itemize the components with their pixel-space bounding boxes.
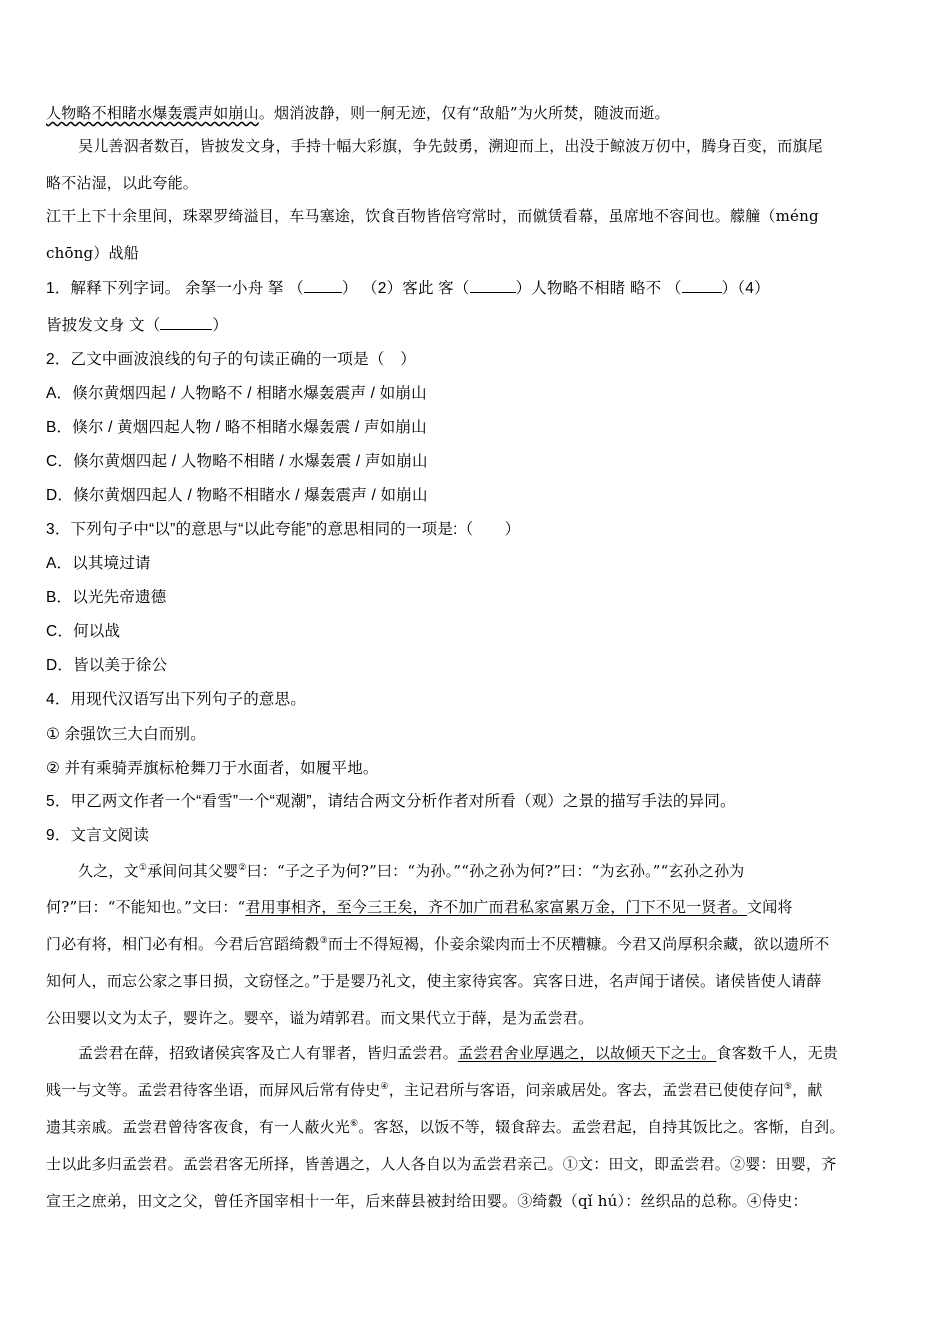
underlined-sentence: 孟尝君舍业厚遇之，以故倾天下之士。	[458, 1044, 717, 1062]
question-2-stem: 2．乙文中画波浪线的句子的句读正确的一项是（ ）	[46, 351, 416, 368]
question-4-sentence-2: ② 并有乘骑弄旗标枪舞刀于水面者，如履平地。	[46, 760, 379, 777]
section-9-title: 9．文言文阅读	[46, 827, 150, 844]
answer-blank[interactable]	[304, 278, 342, 293]
passage2-p1-line-4: 知何人，而忘公家之事日损，文窃怪之。”于是婴乃礼文，使主家待宾客。宾客日进，名声闻于诸侯。诸侯皆使人请薛	[46, 972, 822, 990]
question-3-stem: 3．下列句子中“以”的意思与“以此夸能”的意思相同的一项是:（ ）	[46, 521, 521, 538]
question-1-line-1: 1．解释下列字词。 余拏一小舟 拏 （ ） （2）客此 客（ ）人物略不相睹 略不 （ ）（4）	[46, 280, 770, 297]
passage-line-3: 略不沾湿，以此夸能。	[46, 174, 199, 192]
passage2-p1-line-2: 何?”曰：“不能知也。”文曰：“君用事相齐，至今三王矣，齐不加广而君私家富累万金，门下不见一贤者。文闻将	[46, 898, 793, 916]
question-2-option-d[interactable]: D．倏尔黄烟四起人 / 物略不相睹水 / 爆轰震声 / 如崩山	[46, 487, 428, 504]
passage2-p2-line-4: 士以此多归孟尝君。孟尝君客无所择，皆善遇之，人人各自以为孟尝君亲己。①文：田文，即孟尝君。②婴：田婴，齐	[46, 1155, 837, 1173]
question-1-line-2: 皆披发文身 文（ ）	[46, 317, 229, 334]
answer-blank[interactable]	[160, 315, 212, 330]
question-2-option-a[interactable]: A．倏尔黄烟四起 / 人物略不 / 相睹水爆轰震声 / 如崩山	[46, 385, 427, 402]
question-3-option-c[interactable]: C．何以战	[46, 623, 121, 640]
question-2-option-b[interactable]: B．倏尔 / 黄烟四起人物 / 略不相睹水爆轰震 / 声如崩山	[46, 419, 427, 436]
passage2-p2-line-3: 遗其亲戚。孟尝君曾待客夜食，有一人蔽火光⑥。客怒，以饭不等，辍食辞去。孟尝君起，自持其饭比之。客惭，自刭。	[46, 1118, 845, 1136]
question-4-sentence-1: ① 余强饮三大白而别。	[46, 726, 206, 743]
passage-line-1: 人物略不相睹水爆轰震声如崩山。烟消波静，则一舸无迹，仅有“敌船”为火所焚，随波而逝。	[46, 104, 670, 122]
underlined-sentence: 君用事相齐，至今三王矣，齐不加广而君私家富累万金，门下不见一贤者。	[245, 898, 748, 916]
question-3-option-d[interactable]: D．皆以美于徐公	[46, 657, 168, 674]
passage2-p2-line-5: 宣王之庶弟，田文之父，曾任齐国宰相十一年，后来薛县被封给田婴。③绮縠（qǐ hú）：丝织品的总称。④侍史：	[46, 1192, 808, 1210]
wavy-underlined-sentence: 人物略不相睹水爆轰震声如崩山	[46, 104, 259, 122]
passage2-p1-line-3: 门必有将，相门必有相。今君后宫蹈绮縠③而士不得短褐，仆妾余粱肉而士不厌糟糠。今君又尚厚积余藏，欲以遗所不	[46, 935, 830, 953]
question-2-option-c[interactable]: C．倏尔黄烟四起 / 人物略不相睹 / 水爆轰震 / 声如崩山	[46, 453, 428, 470]
question-5-stem: 5．甲乙两文作者一个“看雪”一个“观潮”，请结合两文分析作者对所看（观）之景的描写手法的异同。	[46, 793, 736, 810]
question-3-option-b[interactable]: B．以光先帝遗德	[46, 589, 167, 606]
passage2-p1-line-1: 久之，文①承间问其父婴②曰：“子之子为何?”曰：“为孙。”“孙之孙为何?”曰：“为玄孙。”“玄孙之孙为	[78, 862, 745, 880]
answer-blank[interactable]	[682, 278, 722, 293]
passage2-p2-line-1: 孟尝君在薛，招致诸侯宾客及亡人有罪者，皆归孟尝君。孟尝君舍业厚遇之，以故倾天下之士。食客数千人，无贵	[78, 1044, 839, 1062]
passage-line-2: 吴儿善泅者数百，皆披发文身，手持十幅大彩旗，争先鼓勇，溯迎而上，出没于鲸波万仞中，腾身百变，而旗尾	[78, 137, 823, 155]
passage2-p1-line-5: 公田婴以文为太子，婴许之。婴卒，谥为靖郭君。而文果代立于薛，是为孟尝君。	[46, 1009, 594, 1027]
question-4-stem: 4．用现代汉语写出下列句子的意思。	[46, 691, 307, 708]
passage2-p2-line-2: 贱一与文等。孟尝君待客坐语，而屏风后常有侍史④，主记君所与客语，问亲戚居处。客去，孟尝君已使使存问⑤，献	[46, 1081, 823, 1099]
question-3-option-a[interactable]: A．以其境过请	[46, 555, 151, 572]
answer-blank[interactable]	[470, 278, 516, 293]
passage-line-5: chōng）战船	[46, 244, 139, 262]
passage-line-4: 江干上下十余里间，珠翠罗绮溢目，车马塞途，饮食百物皆倍穹常时，而僦赁看幕，虽席地不容间也。艨艟（méng	[46, 207, 819, 225]
